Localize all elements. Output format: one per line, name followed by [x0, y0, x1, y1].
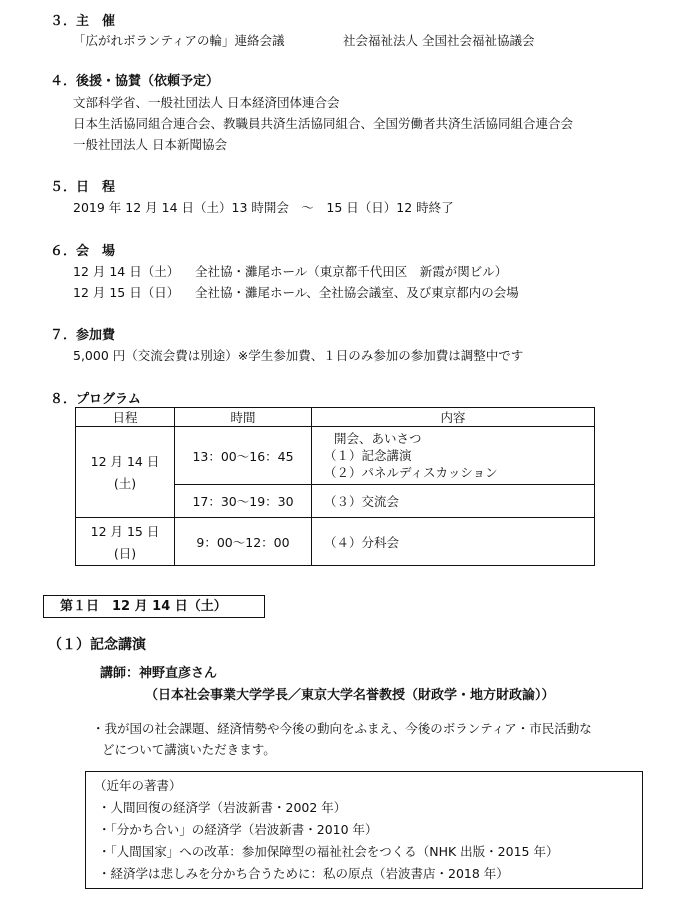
book-item: ・人間回復の経済学（岩波新書・2002 年）: [98, 800, 347, 815]
books-box: [85, 771, 643, 889]
lecture-affiliation: （日本社会事業大学学長／東京大学名誉教授（財政学・地方財政論））: [145, 688, 555, 703]
book-item: ・「分かち合い」の経済学（岩波新書・2010 年）: [98, 822, 378, 837]
day1-slot2-item: （３）交流会: [312, 485, 595, 518]
item-lecture: （１）記念講演: [324, 448, 412, 463]
day1-date: 12 月 14 日: [90, 454, 160, 469]
venue-date-1: 12 月 14 日（土）: [73, 264, 180, 279]
lecture-heading: （１）記念講演: [48, 637, 146, 653]
program-header-row: [76, 408, 595, 427]
header-time: 時間: [175, 408, 312, 427]
fee-text: 5,000 円（交流会費は別途）※学生参加費、１日のみ参加の参加費は調整中です: [73, 348, 524, 363]
organizer-shakyo: 社会福祉法人 全国社会福祉協議会: [343, 33, 535, 48]
lecture-desc-line-1: ・我が国の社会課題、経済情勢や今後の動向をふまえ、今後のボランティア・市民活動な: [92, 721, 592, 736]
section-7-heading: ７．参加費: [50, 328, 116, 343]
program-table: [75, 407, 595, 566]
day2-date: 12 月 15 日: [90, 523, 160, 539]
sponsor-line-3: 一般社団法人 日本新聞協会: [73, 137, 227, 152]
section-8-heading: ８．プログラム: [50, 392, 141, 407]
venue-place-1: 全社協・灘尾ホール（東京都千代田区 新霞が関ビル）: [195, 264, 508, 279]
header-content: 内容: [312, 408, 595, 427]
schedule-text: 2019 年 12 月 14 日（土）13 時開会 ～ 15 日（日）12 時終了: [73, 200, 454, 215]
day2-time: 9：00～12：00: [175, 518, 312, 566]
day1-slot2-time: 17：30～19：30: [175, 485, 312, 518]
books-title: （近年の著書）: [94, 778, 182, 793]
header-date: 日程: [76, 408, 175, 427]
day1-date-cell: [76, 427, 175, 518]
book-item: ・「人間国家」への改革：参加保障型の福祉社会をつくる（NHK 出版・2015 年）: [98, 844, 559, 859]
day2-item: （４）分科会: [312, 518, 595, 566]
day1-heading-box: [43, 595, 265, 618]
day1-slot1-time: 13：00～16：45: [175, 427, 312, 485]
program-row-day2: [76, 518, 595, 566]
day1-dow: (土): [113, 476, 137, 491]
day2-date-cell: [76, 518, 175, 566]
sponsor-line-1: 文部科学省、一般社団法人 日本経済団体連合会: [73, 95, 340, 110]
venue-place-2: 全社協・灘尾ホール、全社協会議室、及び東京都内の会場: [195, 285, 519, 300]
section-4-heading: ４．後援・協賛（依頼予定）: [50, 74, 220, 89]
sponsor-line-2: 日本生活協同組合連合会、教職員共済生活協同組合、全国労働者共済生活協同組合連合会: [73, 116, 574, 131]
day1-slot1-items: [312, 427, 595, 485]
day2-dow: (日): [113, 545, 137, 561]
day1-heading: 第１日 12 月 14 日（土）: [60, 599, 227, 614]
lecture-desc-line-2: どについて講演いただきます。: [102, 742, 276, 757]
program-row-day1-slot1: [76, 427, 595, 485]
section-5-heading: ５．日 程: [50, 180, 116, 195]
item-panel: （２）パネルディスカッション: [324, 465, 498, 480]
venue-date-2: 12 月 15 日（日）: [73, 285, 180, 300]
item-opening: 開会、あいさつ: [334, 431, 422, 446]
section-3-heading: ３．主 催: [50, 14, 116, 29]
book-item: ・経済学は悲しみを分かち合うために：私の原点（岩波書店・2018 年）: [98, 866, 509, 881]
lecture-speaker: 講師：神野直彦さん: [100, 666, 218, 681]
organizer-council: 「広がれボランティアの輪」連絡会議: [73, 33, 285, 48]
section-6-heading: ６．会 場: [50, 244, 116, 259]
